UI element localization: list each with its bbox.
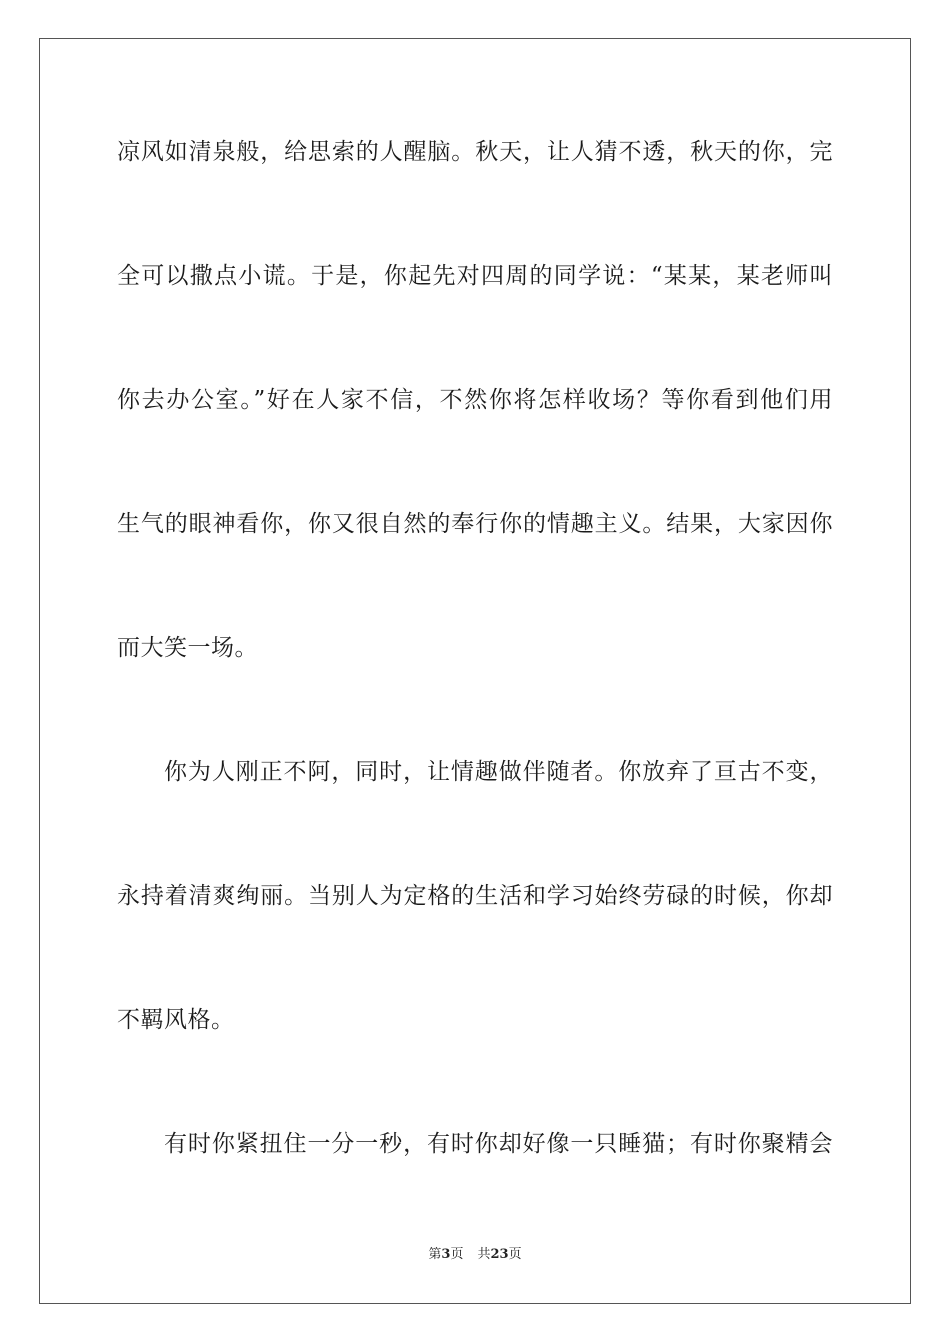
total-pages: 23 [490, 1247, 509, 1262]
body-line-7: 永持着清爽绚丽。当别人为定格的生活和学习始终劳碌的时候，你却 [117, 883, 833, 909]
body-line-1: 凉风如清泉般，给思索的人醒脑。秋天，让人猜不透，秋天的你，完 [117, 139, 833, 165]
page-number: 3 [441, 1247, 451, 1262]
page-suffix: 页 [450, 1247, 464, 1262]
total-prefix: 共 [477, 1247, 491, 1262]
page-footer [0, 1246, 950, 1264]
body-line-2: 全可以撒点小谎。于是，你起先对四周的同学说：“某某，某老师叫 [117, 263, 833, 289]
body-line-9: 有时你紧扭住一分一秒，有时你却好像一只睡猫；有时你聚精会 [164, 1131, 833, 1157]
total-suffix: 页 [508, 1247, 522, 1262]
body-line-3: 你去办公室。”好在人家不信，不然你将怎样收场？等你看到他们用 [117, 387, 833, 413]
page-frame [39, 38, 911, 1304]
page-prefix: 第 [428, 1247, 442, 1262]
body-line-6: 你为人刚正不阿，同时，让情趣做伴随者。你放弃了亘古不变， [164, 759, 833, 785]
body-line-4: 生气的眼神看你，你又很自然的奉行你的情趣主义。结果，大家因你 [117, 511, 833, 537]
body-line-5: 而大笑一场。 [117, 635, 258, 661]
body-line-8: 不羁风格。 [117, 1007, 235, 1033]
